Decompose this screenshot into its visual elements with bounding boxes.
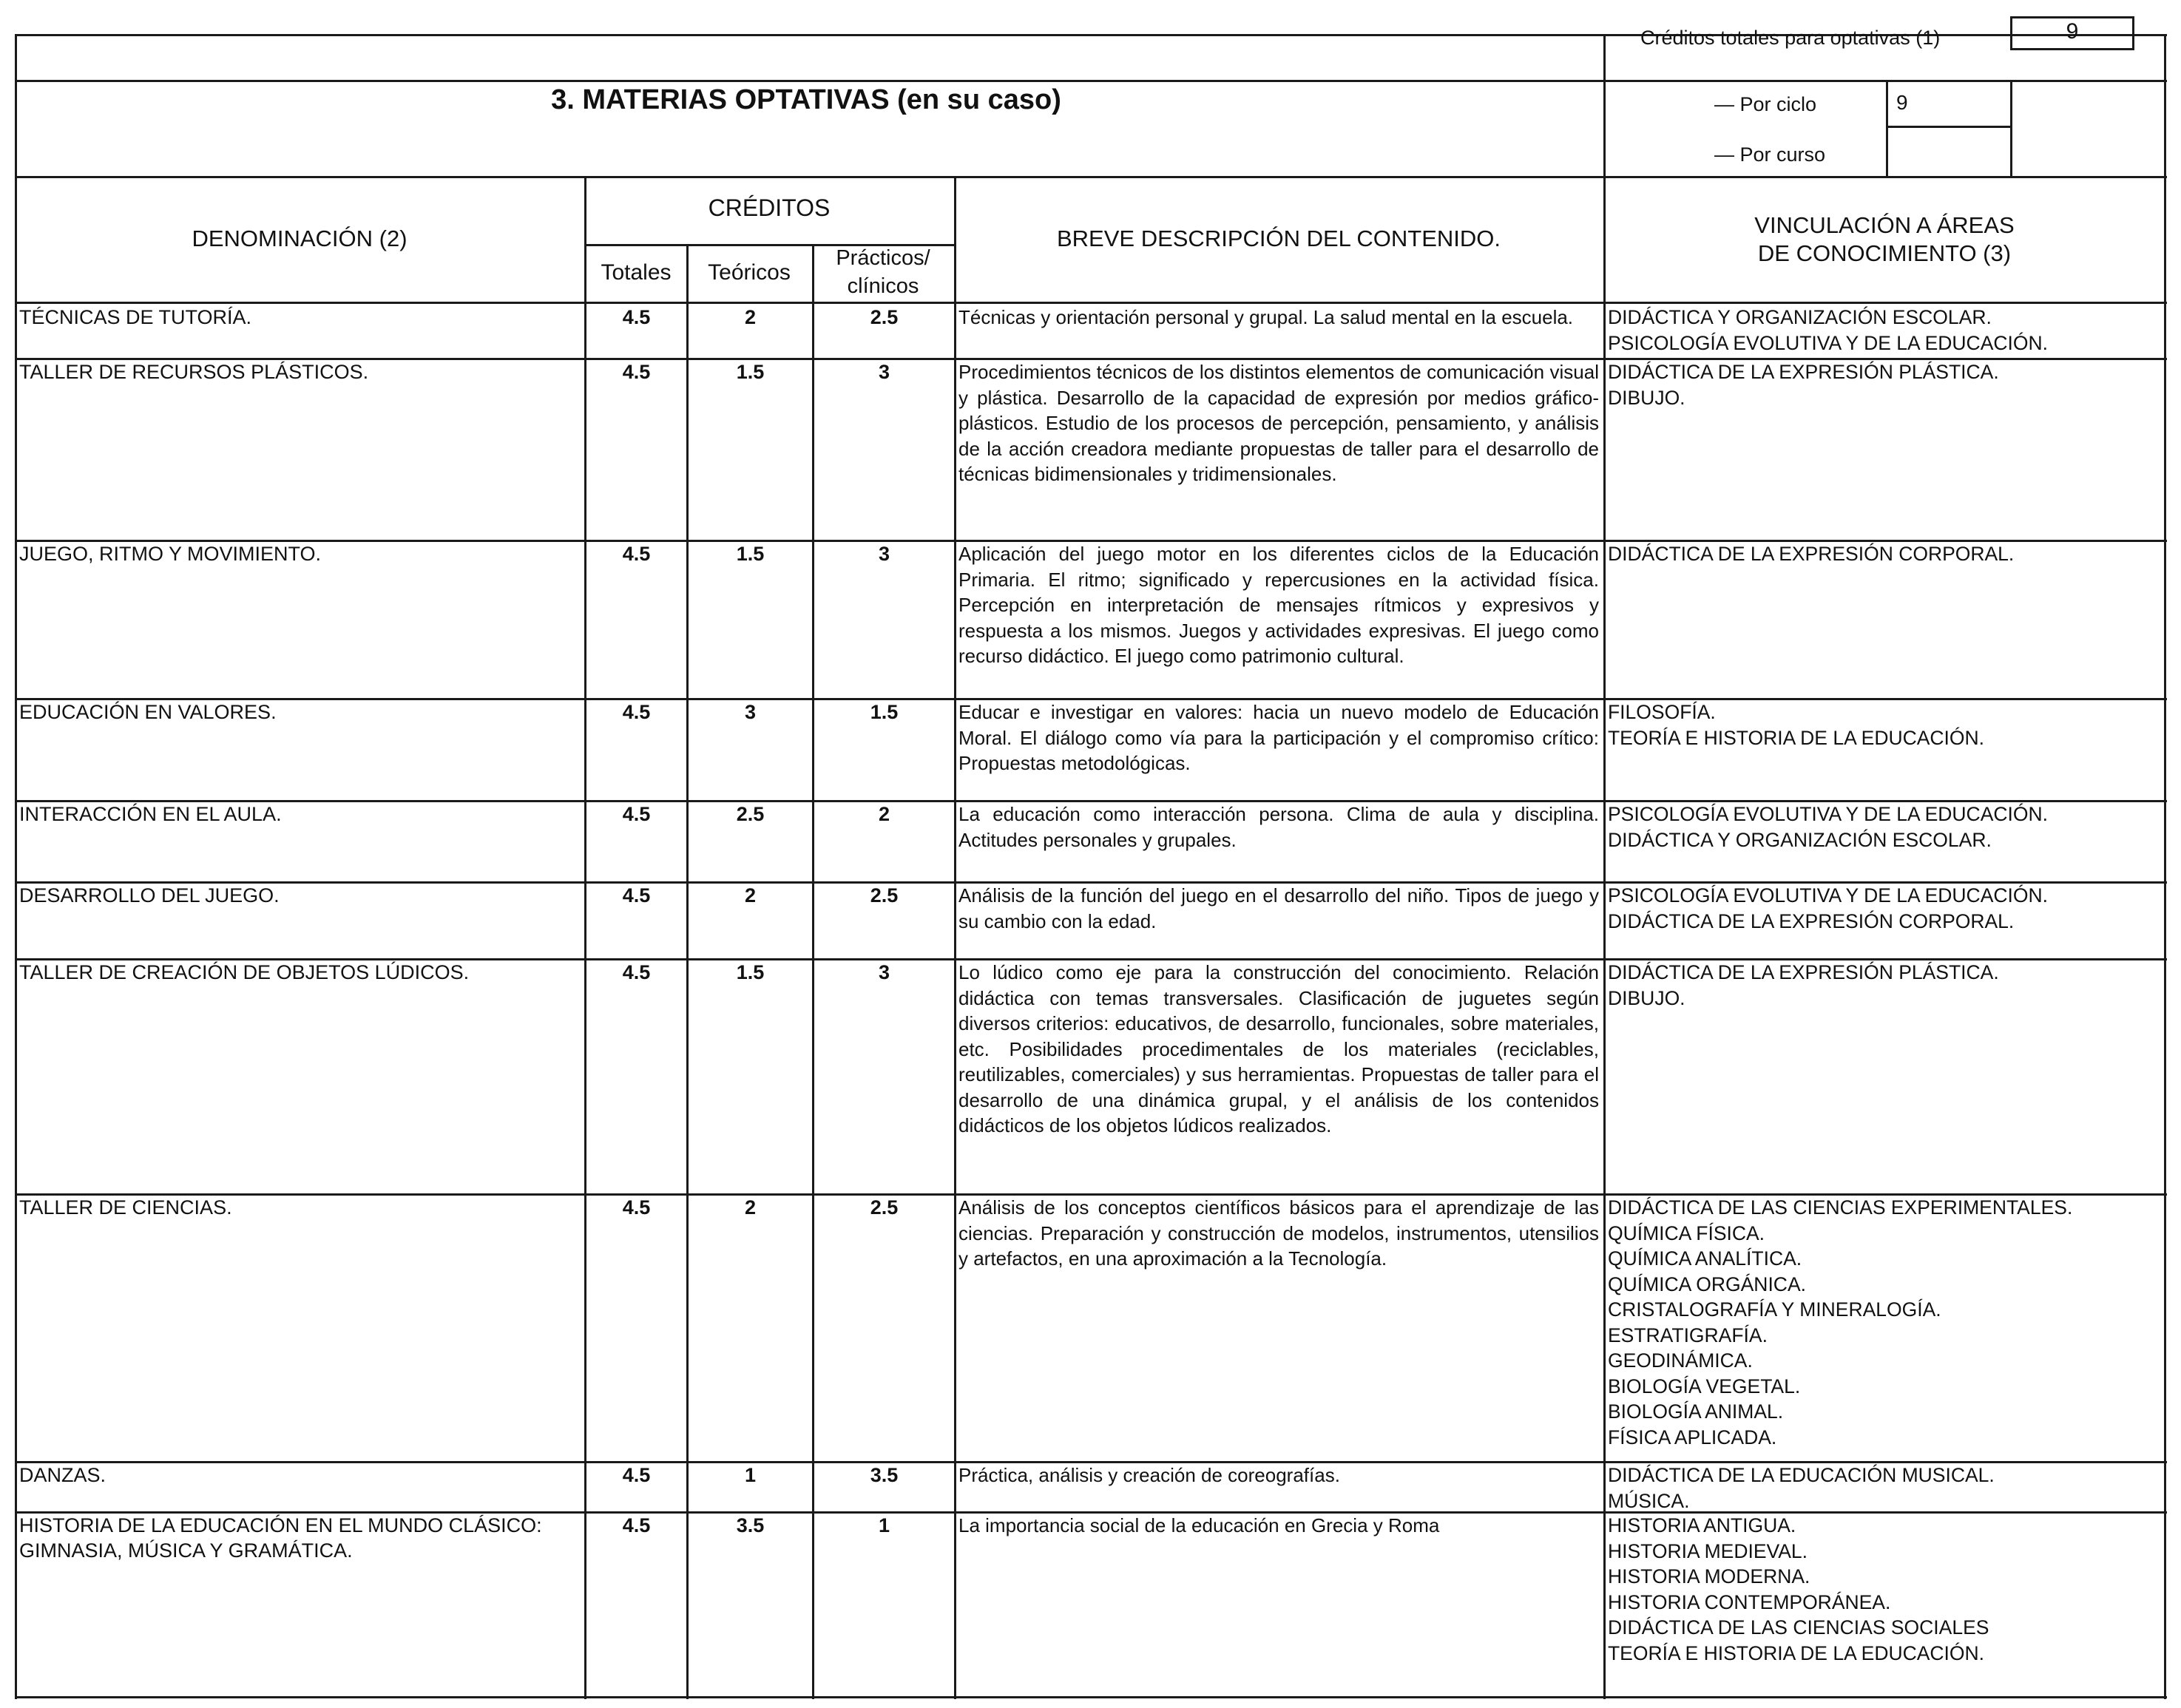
row-teoricos: 2 [744,884,757,906]
row-description: Práctica, análisis y creación de coreografías. [958,1464,1340,1486]
header-denominacion: DENOMINACIÓN (2) [192,226,408,251]
row-areas: DIDÁCTICA DE LA EXPRESIÓN CORPORAL. [1608,543,2015,565]
row-areas: DIDÁCTICA Y ORGANIZACIÓN ESCOLAR. PSICOLOGÍA EVOLUTIVA Y DE LA EDUCACIÓN. [1608,306,2048,354]
header-totales: Totales [601,260,672,285]
row-areas: FILOSOFÍA. TEORÍA E HISTORIA DE LA EDUCACIÓN. [1608,701,1985,749]
row-areas: DIDÁCTICA DE LA EXPRESIÓN PLÁSTICA. DIBUJO. [1608,361,1999,409]
row-name: JUEGO, RITMO Y MOVIMIENTO. [19,543,322,565]
row-totales: 4.5 [622,306,651,328]
header-practicos: Prácticos/ clínicos [836,246,930,298]
row-totales: 4.5 [622,1196,651,1219]
row-totales: 4.5 [622,1514,651,1536]
por-ciclo-label: — Por ciclo [1714,93,1817,115]
row-description: Técnicas y orientación personal y grupal. La salud mental en la escuela. [958,306,1574,328]
row-practicos: 1 [878,1514,890,1536]
row-practicos: 3 [878,961,890,983]
row-teoricos: 1.5 [736,961,765,983]
row-name: DESARROLLO DEL JUEGO. [19,884,280,906]
row-practicos: 3 [878,543,890,565]
row-teoricos: 2 [744,306,757,328]
row-totales: 4.5 [622,961,651,983]
header-teoricos: Teóricos [708,260,791,285]
row-name: INTERACCIÓN EN EL AULA. [19,803,282,825]
row-description: Educar e investigar en valores: hacia un nuevo modelo de Educación Moral. El diálogo como vía para la participación y el compromiso crítico: Propuestas metodológicas. [958,701,1599,774]
row-areas: PSICOLOGÍA EVOLUTIVA Y DE LA EDUCACIÓN. DIDÁCTICA Y ORGANIZACIÓN ESCOLAR. [1608,803,2048,851]
row-areas: HISTORIA ANTIGUA. HISTORIA MEDIEVAL. HISTORIA MODERNA. HISTORIA CONTEMPORÁNEA. DIDÁCTICA DE LAS CIENCIAS SOCIALES TEORÍA E HISTORIA DE LA EDUCACIÓN. [1608,1514,1989,1664]
row-areas: DIDÁCTICA DE LA EXPRESIÓN PLÁSTICA. DIBUJO. [1608,961,1999,1009]
row-areas: DIDÁCTICA DE LA EDUCACIÓN MUSICAL. MÚSICA. [1608,1464,1995,1512]
row-totales: 4.5 [622,884,651,906]
row-teoricos: 1.5 [736,543,765,565]
row-practicos: 3.5 [870,1464,899,1486]
row-practicos: 2.5 [870,306,899,328]
header-creditos: CRÉDITOS [708,194,831,221]
row-practicos: 1.5 [870,701,899,723]
row-description: Análisis de los conceptos científicos básicos para el aprendizaje de las ciencias. Preparación y construcción de modelos, instrumentos, utensilios y artefactos, en una aproximación a la Tecnología. [958,1196,1599,1270]
row-description: Análisis de la función del juego en el desarrollo del niño. Tipos de juego y su cambio con la edad. [958,884,1599,932]
section-title: 3. MATERIAS OPTATIVAS (en su caso) [551,84,1061,115]
header-vinculacion: VINCULACIÓN A ÁREAS DE CONOCIMIENTO (3) [1754,212,2015,266]
row-totales: 4.5 [622,1464,651,1486]
row-teoricos: 2.5 [736,803,765,825]
row-teoricos: 3 [744,701,757,723]
row-name: TÉCNICAS DE TUTORÍA. [19,306,252,328]
row-name: TALLER DE CREACIÓN DE OBJETOS LÚDICOS. [19,961,470,983]
row-teoricos: 3.5 [736,1514,765,1536]
row-description: Lo lúdico como eje para la construcción del conocimiento. Relación didáctica con temas transversales. Clasificación de juguetes según diversos criterios: educativos, de desarrollo, funcionales, sobre materiales, etc. Posibilidades procedimentales de los materiales (reciclables, reutilizables, comerciales) y sus herramientas. Propuestas de taller para el desarrollo de una dinámica grupal, y el análisis de los contenidos didácticos de los objetos lúdicos realizados. [958,961,1599,1136]
row-description: La importancia social de la educación en Grecia y Roma [958,1514,1440,1536]
row-teoricos: 1 [744,1464,757,1486]
total-credits-value: 9 [2066,19,2079,44]
row-totales: 4.5 [622,543,651,565]
row-totales: 4.5 [622,803,651,825]
row-name: HISTORIA DE LA EDUCACIÓN EN EL MUNDO CLÁSICO: GIMNASIA, MÚSICA Y GRAMÁTICA. [19,1514,542,1562]
row-divider [15,1696,2167,1698]
header-descripcion: BREVE DESCRIPCIÓN DEL CONTENIDO. [1056,226,1501,251]
row-name: DANZAS. [19,1464,106,1486]
row-practicos: 3 [878,361,890,383]
row-practicos: 2.5 [870,884,899,906]
row-teoricos: 1.5 [736,361,765,383]
row-description: Aplicación del juego motor en los diferentes ciclos de la Educación Primaria. El ritmo; significado y repercusiones en la actividad física. Percepción en interpretación de mensajes rítmicos y expresivos y respuesta a los mismos. Juegos y actividades expresivas. El juego como recurso didáctico. El juego como patrimonio cultural. [958,543,1599,667]
row-name: EDUCACIÓN EN VALORES. [19,701,277,723]
row-teoricos: 2 [744,1196,757,1219]
row-description: La educación como interacción persona. Clima de aula y disciplina. Actitudes personales y grupales. [958,803,1599,851]
por-ciclo-value: 9 [1896,91,1908,114]
row-practicos: 2.5 [870,1196,899,1219]
row-totales: 4.5 [622,701,651,723]
row-name: TALLER DE CIENCIAS. [19,1196,232,1219]
row-totales: 4.5 [622,361,651,383]
row-name: TALLER DE RECURSOS PLÁSTICOS. [19,361,369,383]
row-areas: PSICOLOGÍA EVOLUTIVA Y DE LA EDUCACIÓN. DIDÁCTICA DE LA EXPRESIÓN CORPORAL. [1608,884,2048,932]
row-description: Procedimientos técnicos de los distintos elementos de comunicación visual y plástica. Desarrollo de la capacidad de expresión por medios gráfico-plásticos. Estudio de los procesos de percepción, pensamiento, y análisis de la acción creadora mediante propuestas de taller para el desarrollo de técnicas bidimensionales y tridimensionales. [958,361,1599,485]
row-practicos: 2 [878,803,890,825]
total-credits-label: Créditos totales para optativas (1) [1640,27,1941,49]
row-areas: DIDÁCTICA DE LAS CIENCIAS EXPERIMENTALES. QUÍMICA FÍSICA. QUÍMICA ANALÍTICA. QUÍMICA ORGÁNICA. CRISTALOGRAFÍA Y MINERALOGÍA. ESTRATIGRAFÍA. GEODINÁMICA. BIOLOGÍA VEGETAL. BIOLOGÍA ANIMAL. FÍSICA APLICADA. [1608,1196,2073,1448]
por-curso-label: — Por curso [1714,143,1826,166]
